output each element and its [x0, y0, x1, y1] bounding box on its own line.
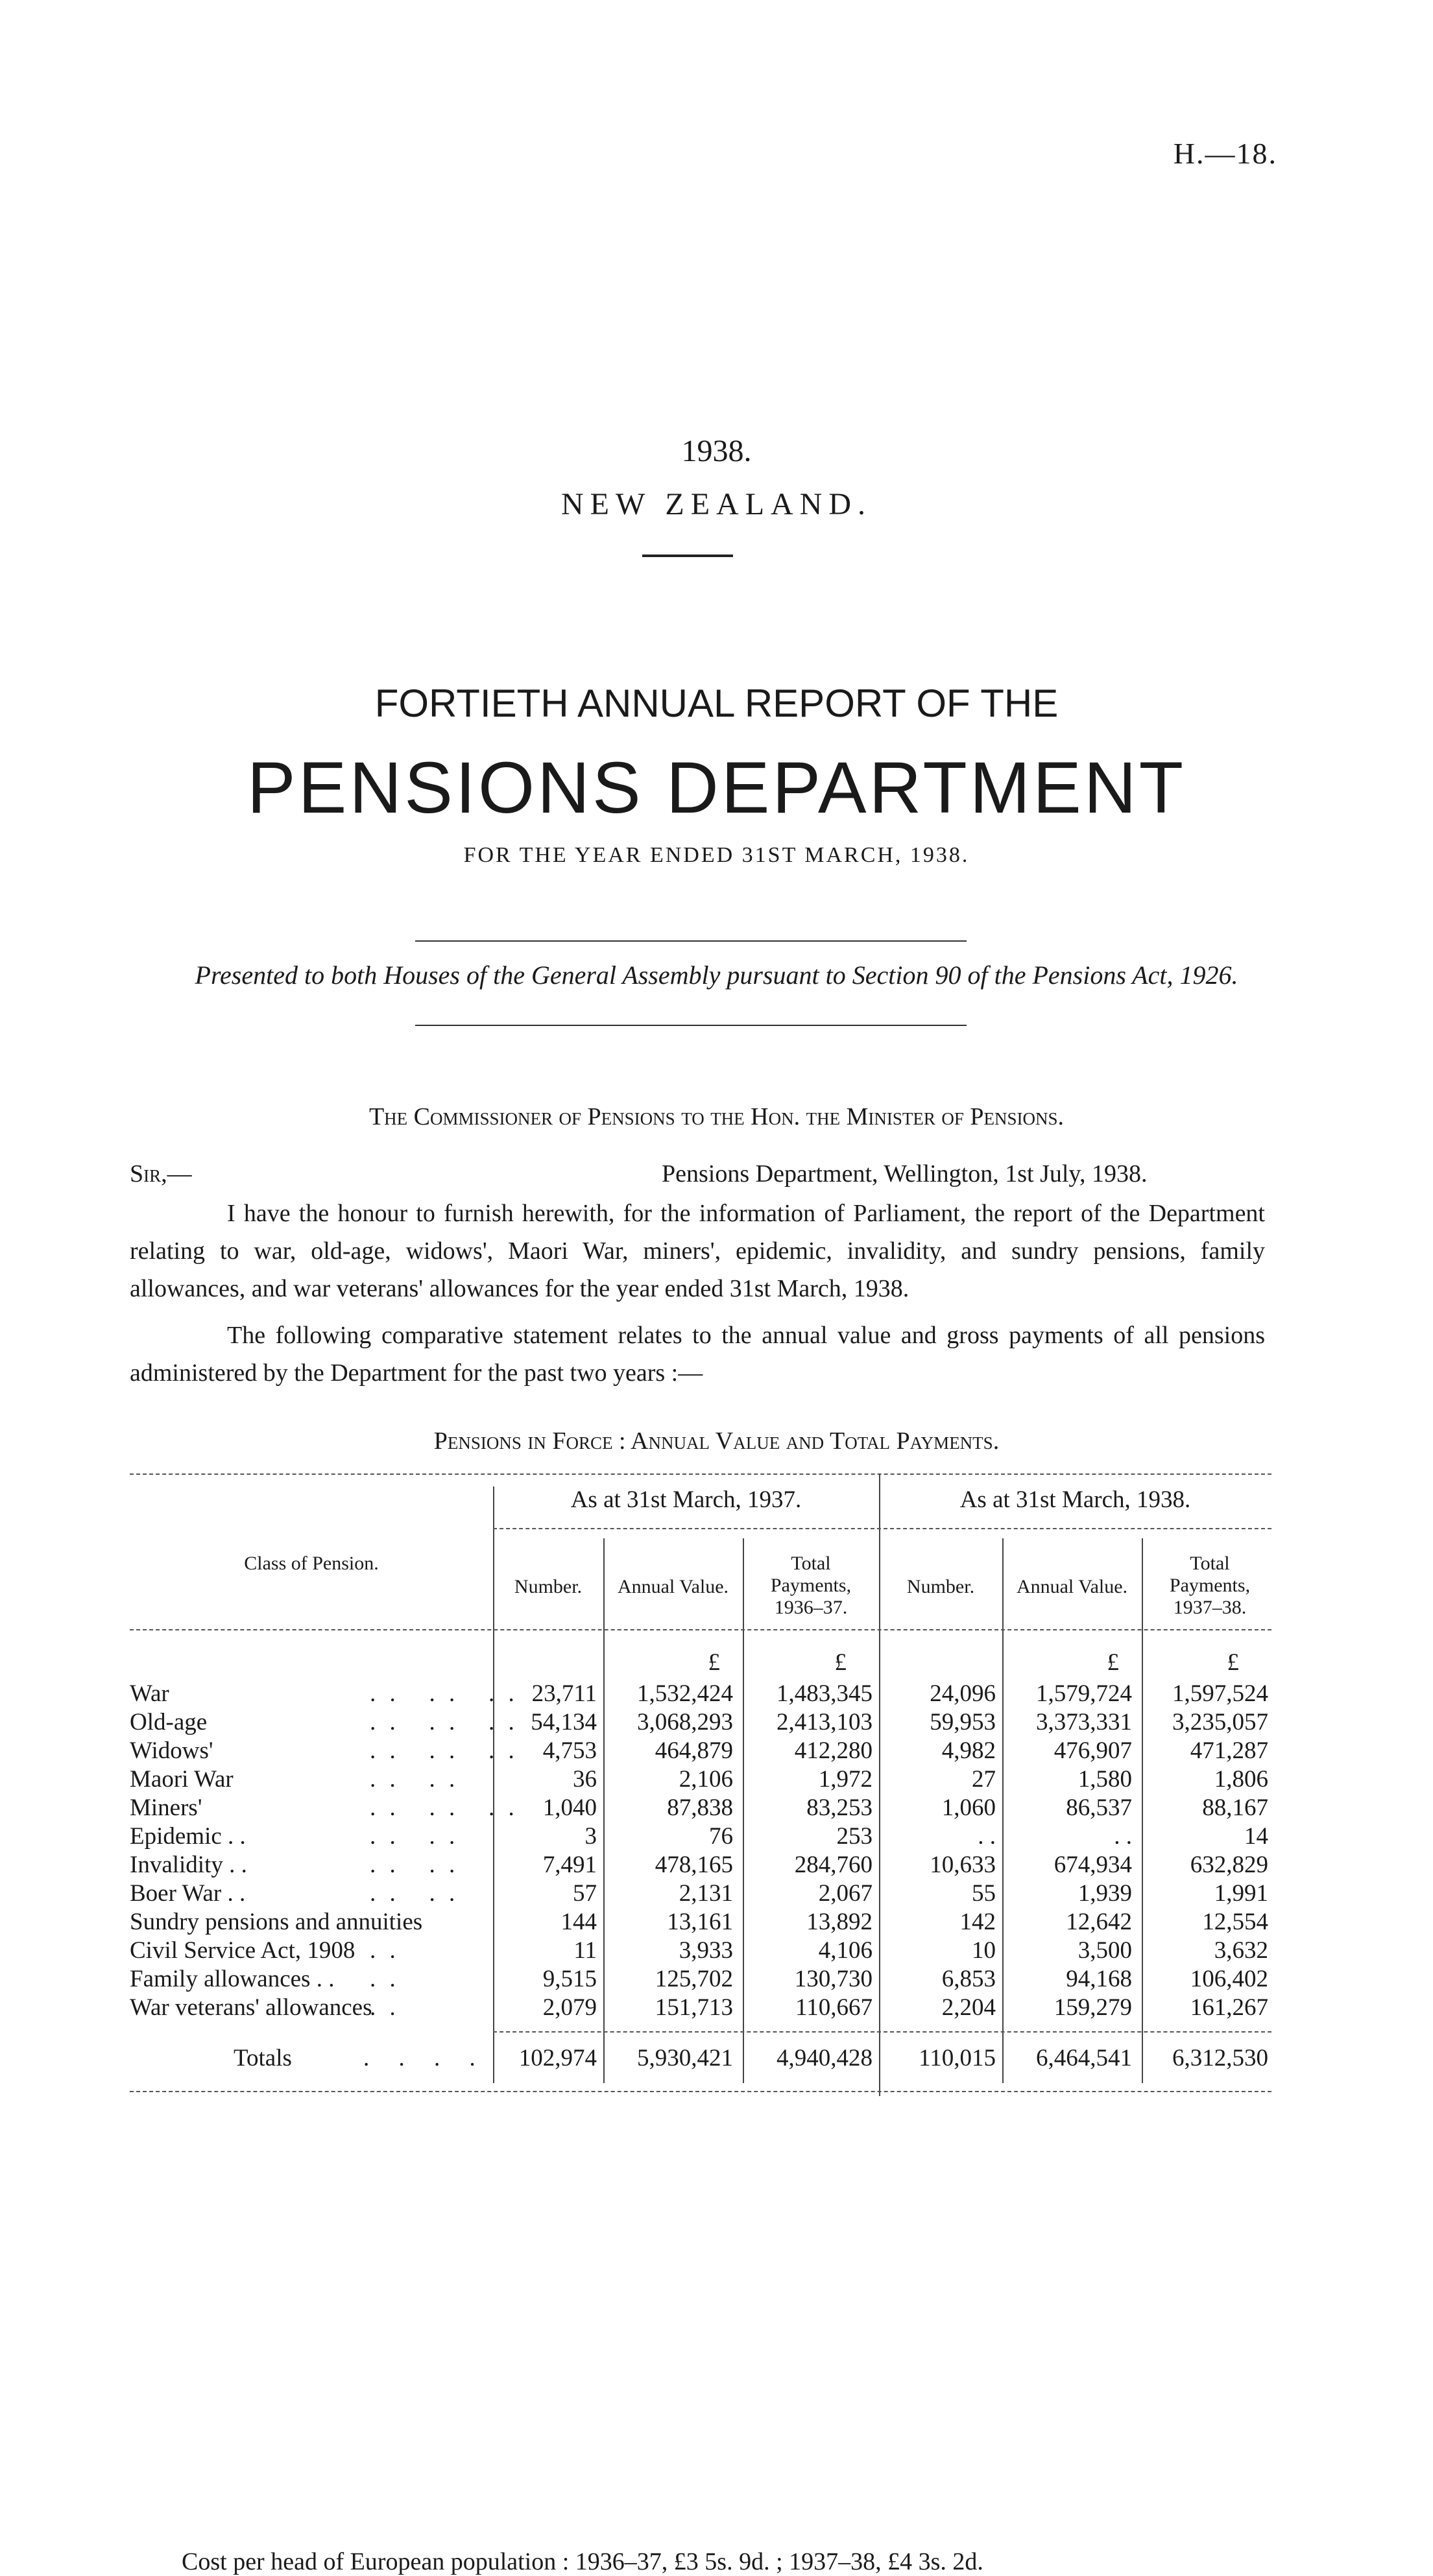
leader-dots: . . . . . . [370, 1680, 518, 1707]
table-title: Pensions in Force : Annual Value and Total Payments. [433, 1427, 1000, 1455]
annual-value-1937: 125,702 [655, 1966, 733, 1992]
number-1938: 142 [959, 1909, 996, 1935]
leader-dots: . . [370, 1937, 400, 1964]
annual-value-1937: 464,879 [655, 1737, 733, 1764]
number-1938: 1,060 [941, 1795, 996, 1821]
total-payments-1937: 284,760 [794, 1852, 873, 1878]
pension-class: Miners' [130, 1795, 202, 1821]
table-row [130, 1765, 1271, 1794]
column-header-number: Number. [514, 1576, 583, 1597]
number-1938: 110,015 [919, 2045, 996, 2071]
number-1937: 7,491 [542, 1852, 597, 1878]
pension-class: Epidemic . . [130, 1823, 246, 1850]
totals-label: Totals [234, 2045, 292, 2071]
leader-dots: . . [370, 1966, 400, 1992]
page-reference: H.—18. [1173, 137, 1277, 170]
total-payments-1937: 83,253 [806, 1795, 873, 1821]
annual-value-1938: 476,907 [1054, 1737, 1132, 1764]
total-payments-1937: 253 [836, 1823, 873, 1850]
annual-value-1937: 1,532,424 [637, 1680, 733, 1707]
currency-label: £ [708, 1649, 720, 1676]
total-payments-1937: 110,667 [795, 1994, 873, 2021]
pension-class: Family allowances . . [130, 1966, 335, 1992]
table-row [130, 1965, 1271, 1994]
total-payments-1937: 4,940,428 [777, 2045, 873, 2071]
annual-value-1938: 94,168 [1066, 1966, 1132, 1992]
total-payments-1937: 412,280 [794, 1737, 873, 1764]
divider [642, 555, 733, 557]
group-header-1937: As at 31st March, 1937. [570, 1486, 802, 1513]
number-1938: 10,633 [930, 1852, 996, 1878]
table-row [130, 1680, 1271, 1708]
table-rule [130, 2091, 1271, 2092]
number-1937: 1,040 [542, 1795, 597, 1821]
divider [415, 940, 967, 942]
total-payments-1937: 1,483,345 [777, 1680, 873, 1707]
column-header-annual: Annual Value. [617, 1576, 729, 1597]
leader-dots: . . . . [363, 2045, 487, 2071]
paragraph [130, 1195, 1265, 1307]
number-1937: 23,711 [531, 1680, 597, 1707]
leader-dots: . . . . . . [370, 1795, 518, 1821]
annual-value-1938: . . [1114, 1823, 1132, 1850]
annual-value-1938: 12,642 [1066, 1909, 1132, 1935]
column-header-total-1938: Total Payments, 1937–38. [1169, 1553, 1251, 1618]
pension-class: War veterans' allowances [130, 1994, 372, 2021]
group-header-1938: As at 31st March, 1938. [959, 1486, 1191, 1513]
total-payments-1938: 1,597,524 [1172, 1680, 1268, 1707]
pension-class: Widows' [130, 1737, 213, 1764]
table-row [130, 1937, 1271, 1965]
total-payments-1938: 14 [1244, 1823, 1268, 1850]
number-1937: 54,134 [531, 1709, 597, 1735]
annual-value-1937: 2,131 [679, 1880, 733, 1907]
column-header-class: Class of Pension. [244, 1553, 379, 1574]
number-1938: 24,096 [930, 1680, 996, 1707]
table-row [130, 1737, 1271, 1765]
total-payments-1937: 130,730 [794, 1966, 873, 1992]
currency-label: £ [1107, 1649, 1119, 1676]
pension-class: Maori War [130, 1766, 234, 1793]
annual-value-1937: 3,068,293 [637, 1709, 733, 1735]
divider [415, 1025, 967, 1026]
table-rule [493, 1528, 1271, 1529]
number-1937: 4,753 [542, 1737, 597, 1764]
number-1937: 36 [573, 1766, 597, 1793]
total-payments-1938: 161,267 [1190, 1994, 1268, 2021]
presented-note: Presented to both Houses of the General Assembly pursuant to Section 90 of the Pensions Act, 1926. [195, 960, 1238, 990]
annual-value-1938: 1,579,724 [1036, 1680, 1132, 1707]
number-1937: 102,974 [518, 2045, 597, 2071]
number-1938: 27 [972, 1766, 996, 1793]
annual-value-1937: 87,838 [667, 1795, 733, 1821]
dateline: Pensions Department, Wellington, 1st July, 1938. [662, 1160, 1148, 1187]
number-1938: 4,982 [941, 1737, 996, 1764]
number-1938: 6,853 [941, 1966, 996, 1992]
annual-value-1938: 3,500 [1078, 1937, 1132, 1964]
number-1938: 10 [972, 1937, 996, 1964]
total-payments-1938: 3,235,057 [1172, 1709, 1268, 1735]
currency-label: £ [1227, 1649, 1239, 1676]
table-row [130, 1822, 1271, 1851]
leader-dots: . . . . [370, 1823, 459, 1850]
leader-dots: . . . . [370, 1880, 459, 1907]
country-heading: NEW ZEALAND. [560, 487, 873, 521]
pension-class: War [130, 1680, 169, 1707]
table-row [130, 1908, 1271, 1937]
salutation: Sir,— [130, 1160, 192, 1187]
total-payments-1938: 12,554 [1202, 1909, 1268, 1935]
letter-address: The Commissioner of Pensions to the Hon. the Minister of Pensions. [368, 1103, 1065, 1130]
number-1937: 144 [560, 1909, 597, 1935]
column-header-annual: Annual Value. [1016, 1576, 1128, 1597]
leader-dots: . . . . [370, 1766, 459, 1793]
total-payments-1938: 3,632 [1214, 1937, 1268, 1964]
total-payments-1938: 1,991 [1214, 1880, 1268, 1907]
leader-dots: . . [370, 1994, 400, 2021]
paragraph-text: I have the honour to furnish herewith, for the information of Parliament, the report of the Department relating to war, old-age, widows', Maori War, miners', epidemic, invalidity, and sundry pensions, family allowances, and war veterans' allowances for the year ended 31st March, 1938. [130, 1200, 1265, 1302]
annual-value-1937: 478,165 [655, 1852, 733, 1878]
report-title: FORTIETH ANNUAL REPORT OF THE [374, 682, 1059, 725]
currency-label: £ [834, 1649, 847, 1676]
table-row [130, 1708, 1271, 1737]
total-payments-1937: 2,067 [818, 1880, 873, 1907]
number-1937: 57 [573, 1880, 597, 1907]
cost-footnote: Cost per head of European population : 1936–37, £3 5s. 9d. ; 1937–38, £4 3s. 2d. [182, 2548, 983, 2575]
number-1937: 2,079 [542, 1994, 597, 2021]
table-rule [493, 2031, 1271, 2033]
column-header-number: Number. [906, 1576, 975, 1597]
total-payments-1937: 13,892 [806, 1909, 873, 1935]
total-payments-1938: 1,806 [1214, 1766, 1268, 1793]
annual-value-1937: 76 [709, 1823, 733, 1850]
annual-value-1937: 3,933 [679, 1937, 733, 1964]
total-payments-1938: 632,829 [1190, 1852, 1268, 1878]
table-rule [130, 1629, 1271, 1630]
number-1938: 55 [972, 1880, 996, 1907]
department-title: PENSIONS DEPARTMENT [247, 747, 1186, 828]
annual-value-1938: 674,934 [1054, 1852, 1132, 1878]
annual-value-1938: 6,464,541 [1036, 2045, 1132, 2071]
number-1938: 59,953 [930, 1709, 996, 1735]
table-row [130, 1994, 1271, 2022]
number-1937: 11 [573, 1937, 597, 1964]
annual-value-1938: 86,537 [1066, 1795, 1132, 1821]
pension-class: Civil Service Act, 1908 [130, 1937, 355, 1964]
number-1938: . . [978, 1823, 996, 1850]
total-payments-1937: 4,106 [818, 1937, 873, 1964]
leader-dots: . . . . . . [370, 1737, 518, 1764]
annual-value-1937: 5,930,421 [637, 2045, 733, 2071]
total-payments-1938: 471,287 [1190, 1737, 1268, 1764]
report-year: 1938. [681, 434, 752, 468]
annual-value-1937: 151,713 [655, 1994, 733, 2021]
total-payments-1937: 2,413,103 [777, 1709, 873, 1735]
total-payments-1938: 6,312,530 [1172, 2045, 1268, 2071]
annual-value-1938: 159,279 [1054, 1994, 1132, 2021]
paragraph-text: The following comparative statement relates to the annual value and gross payments of all pensions administered by the Department for the past two years :— [130, 1322, 1265, 1387]
annual-value-1938: 3,373,331 [1036, 1709, 1132, 1735]
leader-dots: . . . . . . [370, 1709, 518, 1735]
total-payments-1938: 88,167 [1202, 1795, 1268, 1821]
table-row [130, 1879, 1271, 1908]
totals-row [130, 2044, 1271, 2073]
column-header-total-1937: Total Payments, 1936–37. [770, 1553, 852, 1618]
number-1937: 3 [584, 1823, 597, 1850]
total-payments-1938: 106,402 [1190, 1966, 1268, 1992]
pension-class: Boer War . . [130, 1880, 246, 1907]
paragraph [130, 1317, 1265, 1392]
annual-value-1938: 1,939 [1078, 1880, 1132, 1907]
pension-class: Invalidity . . [130, 1852, 247, 1878]
pension-class: Old-age [130, 1709, 208, 1735]
annual-value-1938: 1,580 [1078, 1766, 1132, 1793]
number-1937: 9,515 [542, 1966, 597, 1992]
table-rule [130, 1473, 1271, 1475]
report-subtitle: FOR THE YEAR ENDED 31ST MARCH, 1938. [463, 843, 970, 867]
number-1938: 2,204 [941, 1994, 996, 2021]
pension-class: Sundry pensions and annuities [130, 1909, 423, 1935]
table-row [130, 1794, 1271, 1822]
annual-value-1937: 2,106 [679, 1766, 733, 1793]
annual-value-1937: 13,161 [667, 1909, 733, 1935]
table-row [130, 1851, 1271, 1879]
leader-dots: . . . . [370, 1852, 459, 1878]
total-payments-1937: 1,972 [818, 1766, 873, 1793]
